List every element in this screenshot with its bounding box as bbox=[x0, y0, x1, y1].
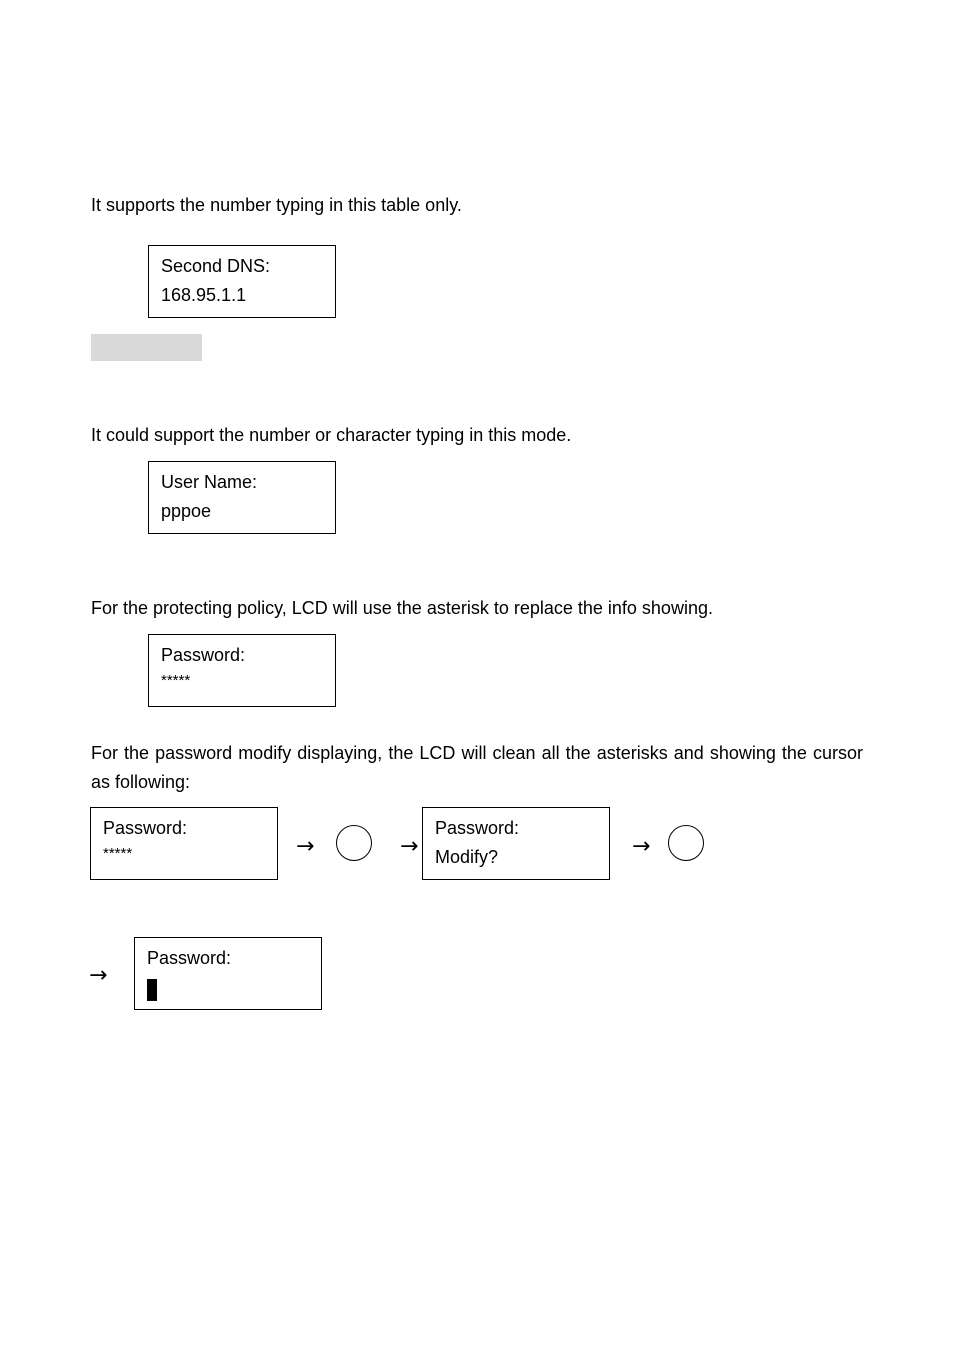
lcd-line-2: ***** bbox=[103, 845, 133, 862]
round-key-icon bbox=[668, 825, 704, 861]
lcd-screen-password bbox=[148, 634, 336, 707]
lcd-line-2: Modify? bbox=[435, 847, 499, 867]
paragraph-character-typing: It could support the number or character typing in this mode. bbox=[91, 425, 572, 445]
lcd-screen-password-cursor bbox=[134, 937, 322, 1010]
text-cursor-icon bbox=[147, 979, 157, 1001]
lcd-line-1: Password: bbox=[103, 818, 188, 838]
lcd-line-1: Password: bbox=[147, 948, 232, 968]
lcd-line-2: ***** bbox=[161, 672, 191, 689]
paragraph-password-modify: For the password modify displaying, the LCD will clean all the asterisks and showing the cursor as following: bbox=[91, 743, 863, 792]
lcd-line-1: Second DNS: bbox=[161, 256, 271, 276]
lcd-line-1: Password: bbox=[161, 645, 246, 665]
lcd-line-2: pppoe bbox=[161, 501, 212, 521]
round-key-icon bbox=[336, 825, 372, 861]
lcd-line-1: Password: bbox=[435, 818, 520, 838]
right-arrow-icon: → bbox=[400, 834, 419, 859]
right-arrow-icon: → bbox=[296, 834, 315, 859]
lcd-screen-password-masked bbox=[90, 807, 278, 880]
gray-highlight-bar bbox=[91, 334, 202, 361]
lcd-screen-user-name bbox=[148, 461, 336, 534]
lcd-line-2 bbox=[147, 973, 309, 1002]
right-arrow-icon: → bbox=[632, 834, 651, 859]
lcd-screen-password-modify bbox=[422, 807, 610, 880]
lcd-line-1: User Name: bbox=[161, 472, 258, 492]
paragraph-number-typing: It supports the number typing in this table only. bbox=[91, 195, 462, 215]
right-arrow-icon: → bbox=[89, 963, 108, 988]
lcd-screen-second-dns bbox=[148, 245, 336, 318]
lcd-line-2: 168.95.1.1 bbox=[161, 285, 247, 305]
paragraph-protecting-policy: For the protecting policy, LCD will use the asterisk to replace the info showing. bbox=[91, 598, 713, 618]
